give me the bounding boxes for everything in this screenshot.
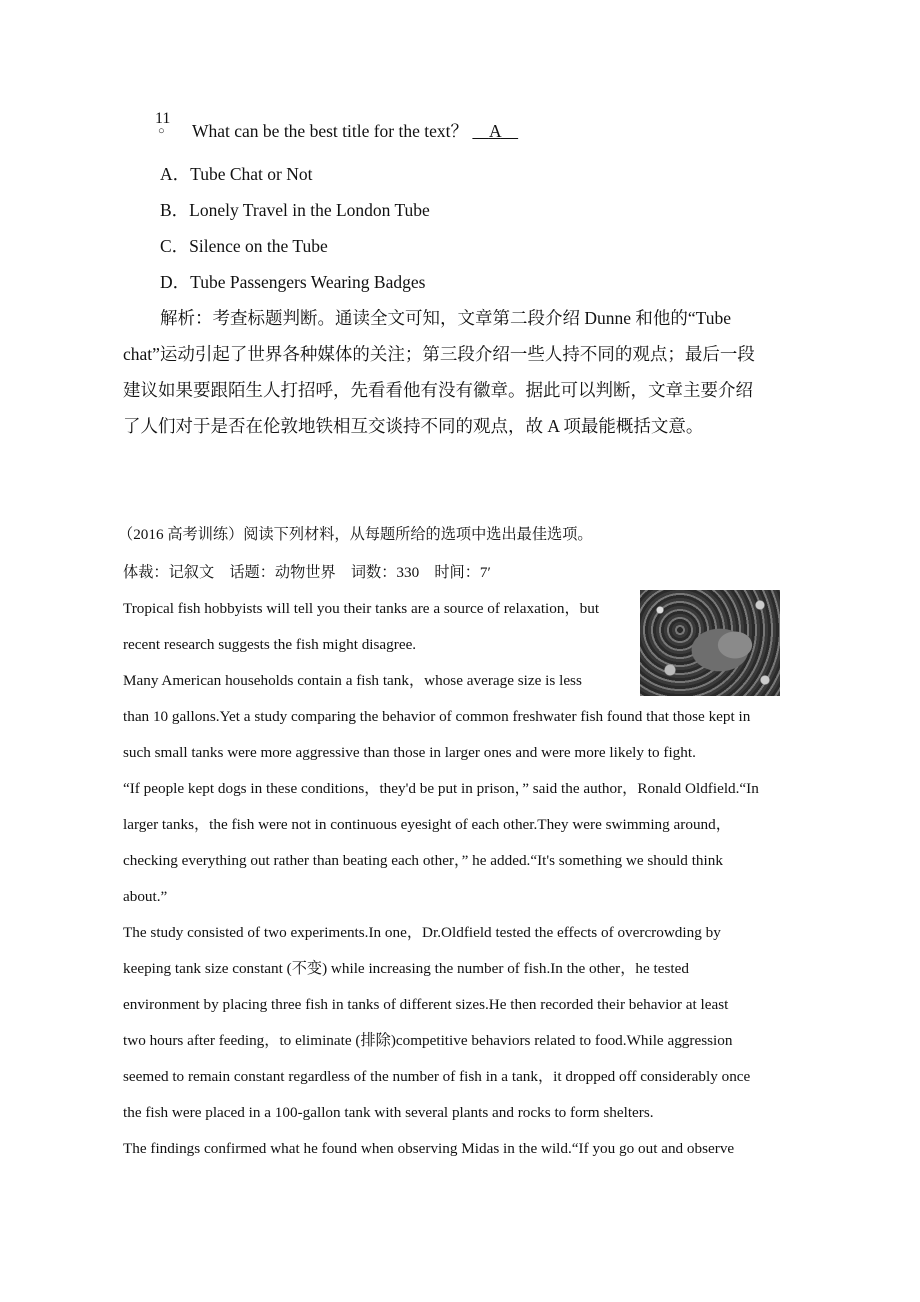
passage-line: such small tanks were more aggressive than those in larger ones and were more likely to fight. xyxy=(123,744,696,761)
passage-line: The study consisted of two experiments.In one，Dr.Oldfield tested the effects of overcrowding by xyxy=(123,924,721,941)
passage-line: Tropical fish hobbyists will tell you their tanks are a source of relaxation，but xyxy=(123,600,600,617)
passage-meta: 体裁：记叙文 话题：动物世界 词数：330 时间：7′ xyxy=(123,564,491,581)
question-number-mark: ○ xyxy=(158,125,165,137)
option-d: D．Tube Passengers Wearing Badges xyxy=(160,272,426,292)
passage-line: than 10 gallons.Yet a study comparing the behavior of common freshwater fish found that those kept in xyxy=(123,708,751,725)
passage-line: seemed to remain constant regardless of the number of fish in a tank，it dropped off considerably once xyxy=(123,1068,751,1085)
analysis-line: chat”运动引起了世界各种媒体的关注；第三段介绍一些人持不同的观点；最后一段 xyxy=(123,344,755,364)
fish-photo xyxy=(640,590,780,696)
question-text xyxy=(192,121,518,141)
passage-line: larger tanks，the fish were not in continuous eyesight of each other.They were swimming around， xyxy=(123,816,731,833)
blank-before xyxy=(472,121,489,141)
passage-line: the fish were placed in a 100-gallon tank with several plants and rocks to form shelters. xyxy=(123,1104,654,1121)
option-a: A．Tube Chat or Not xyxy=(160,164,313,184)
passage-line: The findings confirmed what he found when observing Midas in the wild.“If you go out and observe xyxy=(123,1140,735,1157)
passage-line: about.” xyxy=(123,888,168,905)
passage-line: environment by placing three fish in tanks of different sizes.He then recorded their behavior at least xyxy=(123,996,729,1013)
passage-line: recent research suggests the fish might disagree. xyxy=(123,636,417,653)
question-number xyxy=(155,112,170,136)
passage-line: “If people kept dogs in these conditions，they'd be put in prison，” said the author，Ronald Oldfield.“In xyxy=(123,780,759,797)
passage-line: Many American households contain a fish tank，whose average size is less xyxy=(123,672,582,689)
passage-line: two hours after feeding，to eliminate (排除)competitive behaviors related to food.While aggression xyxy=(123,1032,733,1049)
passage-instruction: （2016 高考训练）阅读下列材料，从每题所给的选项中选出最佳选项。 xyxy=(118,526,593,543)
passage-line: checking everything out rather than beating each other，” he added.“It's something we should think xyxy=(123,852,723,869)
answer-value: A xyxy=(488,121,501,141)
analysis-line: 解析：考查标题判断。通读全文可知，文章第二段介绍 Dunne 和他的“Tube xyxy=(160,308,732,328)
option-b: B．Lonely Travel in the London Tube xyxy=(160,200,430,220)
question-prompt: What can be the best title for the text？ xyxy=(192,121,469,141)
option-c: C．Silence on the Tube xyxy=(160,236,328,256)
answer-blank xyxy=(472,121,518,141)
blank-after xyxy=(501,121,519,141)
analysis-line: 建议如果要跟陌生人打招呼，先看看他有没有徽章。据此可以判断，文章主要介绍 xyxy=(123,380,753,400)
analysis-line: 了人们对于是否在伦敦地铁相互交谈持不同的观点，故 A 项最能概括文意。 xyxy=(123,416,704,436)
question-number-text: 11 xyxy=(155,110,171,127)
passage-line: keeping tank size constant (不变) while increasing the number of fish.In the other，he tested xyxy=(123,960,689,977)
